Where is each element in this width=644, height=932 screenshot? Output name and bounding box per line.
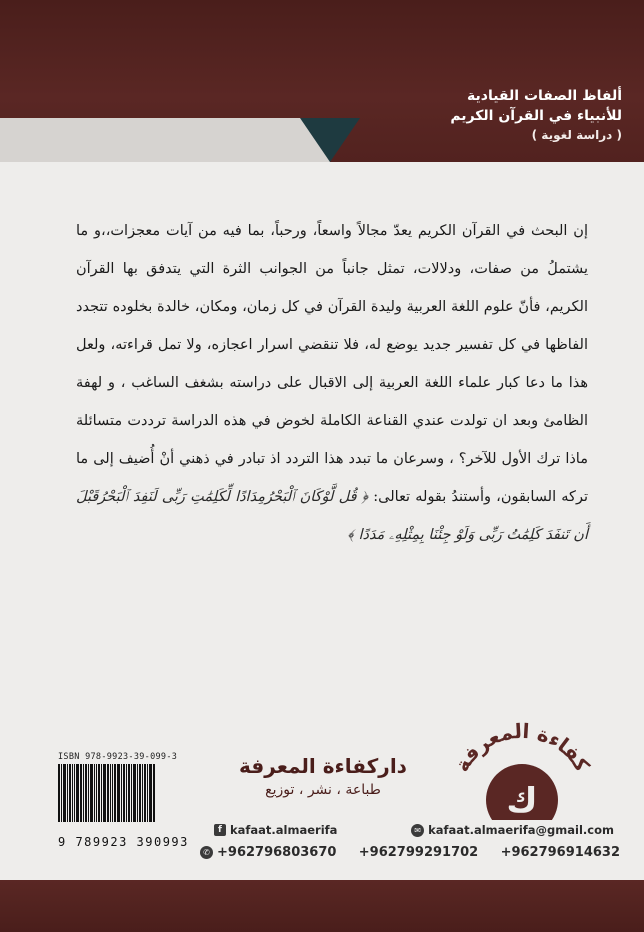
- logo-arc-text-path: كفاءة المعرفة: [449, 718, 595, 776]
- facebook-handle: kafaat.almaerifa: [230, 823, 338, 837]
- email-address: kafaat.almaerifa@gmail.com: [428, 823, 614, 837]
- phone-3[interactable]: +962796914632: [500, 845, 620, 860]
- book-title: [322, 86, 622, 144]
- facebook-icon: f: [214, 824, 226, 836]
- contact-row: [214, 823, 614, 837]
- blurb-text: [76, 212, 588, 554]
- publisher-tagline: طباعة ، نشر ، توزيع: [265, 782, 381, 798]
- isbn-barcode: [58, 752, 186, 824]
- bottom-band: [0, 880, 644, 932]
- phone-2[interactable]: +962799291702: [358, 845, 479, 860]
- barcode-bars: [58, 764, 186, 822]
- phone-1: +962796803670: [217, 845, 337, 860]
- top-light-strip: [0, 118, 330, 162]
- phone-icon: ✆: [200, 846, 213, 859]
- quran-verse: ﴿ قُل لَّوْكَانَ ٱلْبَحْرُمِدَادًا لِّكَلِمَٰتِ رَبِّى لَنَفِدَ ٱلْبَحْرُقَبْلَ أَن تَنفَدَ كَلِمَٰتُ رَبِّى وَلَوْ جِئْنَا بِمِثْلِهِۦ مَدَدًا ﴾: [76, 489, 588, 543]
- title-subtitle: ( دراسة لغوية ): [531, 128, 622, 142]
- publisher-logo: [440, 700, 604, 820]
- blurb-body: إن البحث في القرآن الكريم يعدّ مجالاً واسعاً، ورحباً، بما فيه من آيات معجزات،،و ما يشتملُ من صفات، ودلالات، تمثل جانباً من الجوانب الثرة التي يتدفق بها القرآن الكريم، فأنّ علوم اللغة العربية وليدة القرآن في كل زمان، ومكان، خالدة بخلوده تتجدد الفاظها في كل تفسير جديد يوضع له، فلا تنقضي اسرار اعجازه، ولا تمل قراءته، ولعل هذا ما دعا كبار علماء اللغة العربية إلى الاقبال على دراسته بشغف الساغب ، و لهفة الظامئ وبعد ان تولدت عندي القناعة الكاملة لخوض في هذه الدراسة ترددت متسائلة ماذا ترك الأول للآخر؟ ، وسرعان ما تبدد هذا التردد اذ تبادر في ذهني أنْ أُضيف إلى ما تركه السابقون، وأستندُ بقوله تعالى:: [76, 223, 588, 505]
- title-line-2: للأنبياء في القرآن الكريم: [450, 108, 622, 124]
- blurb-paragraph: [76, 212, 588, 554]
- publisher-block: [218, 754, 428, 798]
- email-contact[interactable]: [411, 823, 614, 837]
- logo-letter: ك: [506, 781, 538, 820]
- email-icon: ✉: [411, 824, 424, 837]
- phone-row: [200, 845, 620, 860]
- phone-contact[interactable]: [200, 845, 336, 860]
- title-line-1: ألفاظ الصفات القيادية: [467, 88, 622, 104]
- barcode-number: 9 789923 390993: [58, 835, 189, 849]
- isbn-label: ISBN 978-9923-39-099-3: [58, 752, 178, 762]
- facebook-contact[interactable]: [214, 823, 337, 837]
- publisher-name: داركفاءة المعرفة: [239, 754, 407, 778]
